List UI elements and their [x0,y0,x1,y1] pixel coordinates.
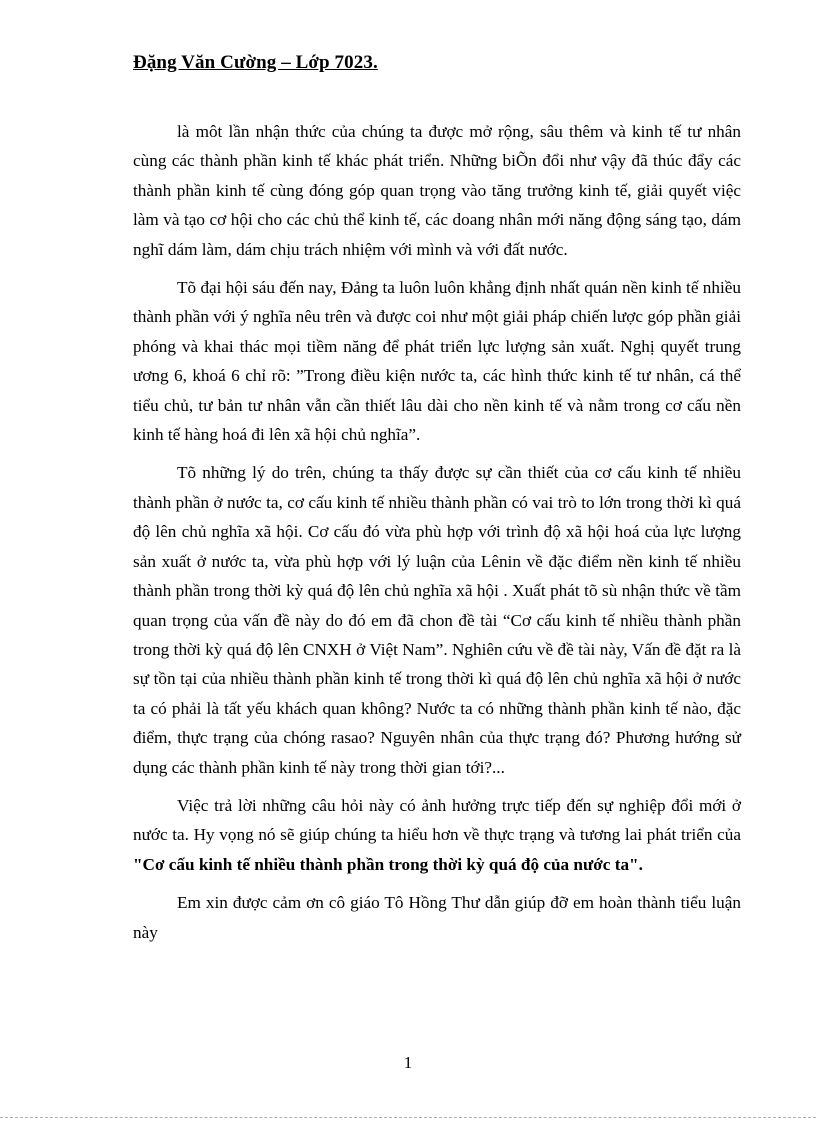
paragraph-3: Tõ những lý do trên, chúng ta thấy được sự cần thiết của cơ cấu kinh tế nhiều thành phần ở nước ta, cơ cấu kinh tế nhiều thành phần có vai trò to lớn trong thời kì quá độ lên chủ nghĩa xã hội. Cơ cấu đó vừa phù hợp với trình độ xã hội hoá của lực lượng sản xuất ở nước ta, vừa phù hợp với lý luận của Lênin về đặc điểm nền kinh tế nhiều thành phần trong thời kỳ quá độ lên chủ nghĩa xã hội . Xuất phát tõ sù nhận thức về tầm quan trọng của vấn đề này do đó em đã chon đề tài “Cơ cấu kinh tế nhiều thành phần trong thời kỳ quá độ lên CNXH ở Việt Nam”. Nghiên cứu về đề tài này, Vấn đề đặt ra là sự tồn tại của nhiều thành phần kinh tế trong thời kì quá độ lên chủ nghĩa xã hội ở nước ta có phải là tất yếu khách quan không? Nước ta có những thành phần kinh tế nào, đặc điểm, thực trạng của chóng rasao? Nguyên nhân của thực trạng đó? Phương hướng sử dụng các thành phần kinh tế này trong thời gian tới?... [133,463,741,777]
paragraph-1: là môt lần nhận thức của chúng ta được mở rộng, sâu thêm và kinh tế tư nhân cùng các thành phần kinh tế khác phát triển. Những biÕn đổi như vậy đã thúc đẩy các thành phần kinh tế cùng đóng góp quan trọng vào tăng trưởng kinh tế, giải quyết việc làm và tạo cơ hội cho các chủ thể kinh tế, các doang nhân mới năng động sáng tạo, dám nghĩ dám làm, dám chịu trách nhiệm với mình và với đất nước. [133,122,741,259]
paragraph-4 [133,791,741,879]
paragraph-4-bold-title: "Cơ cấu kinh tế nhiều thành phần trong thời kỳ quá độ của nước ta". [133,854,643,874]
document-body [133,117,741,956]
paragraph-4-text: Việc trả lời những câu hỏi này có ảnh hưởng trực tiếp đến sự nghiệp đổi mới ở nước ta. Hy vọng nó sẽ giúp chúng ta hiểu hơn về thực trạng và tương lai phát triển của [133,795,741,845]
page-number: 1 [403,1053,413,1072]
page-boundary-divider [0,1117,816,1118]
paragraph-2: Tõ đại hội sáu đến nay, Đảng ta luôn luôn khẳng định nhất quán nền kinh tế nhiều thành phần với ý nghĩa nêu trên và được coi như một giải pháp chiến lược góp phần giải phóng và khai thác mọi tiềm năng để phát triển lực lượng sản xuất. Nghị quyết trung ương 6, khoá 6 chỉ rõ: ”Trong điều kiện nước ta, các hình thức kinh tế tư nhân, cá thể tiểu chủ, tư bản tư nhân vẫn cần thiết lâu dài cho nền kinh tế và nằm trong cơ cấu nền kinh tế hàng hoá đi lên xã hội chủ nghĩa”. [133,278,741,445]
document-header: Đặng Văn Cường – Lớp 7023. [133,52,378,73]
paragraph-5: Em xin được cảm ơn cô giáo Tô Hồng Thư dẫn giúp đỡ em hoàn thành tiểu luận này [133,893,741,942]
